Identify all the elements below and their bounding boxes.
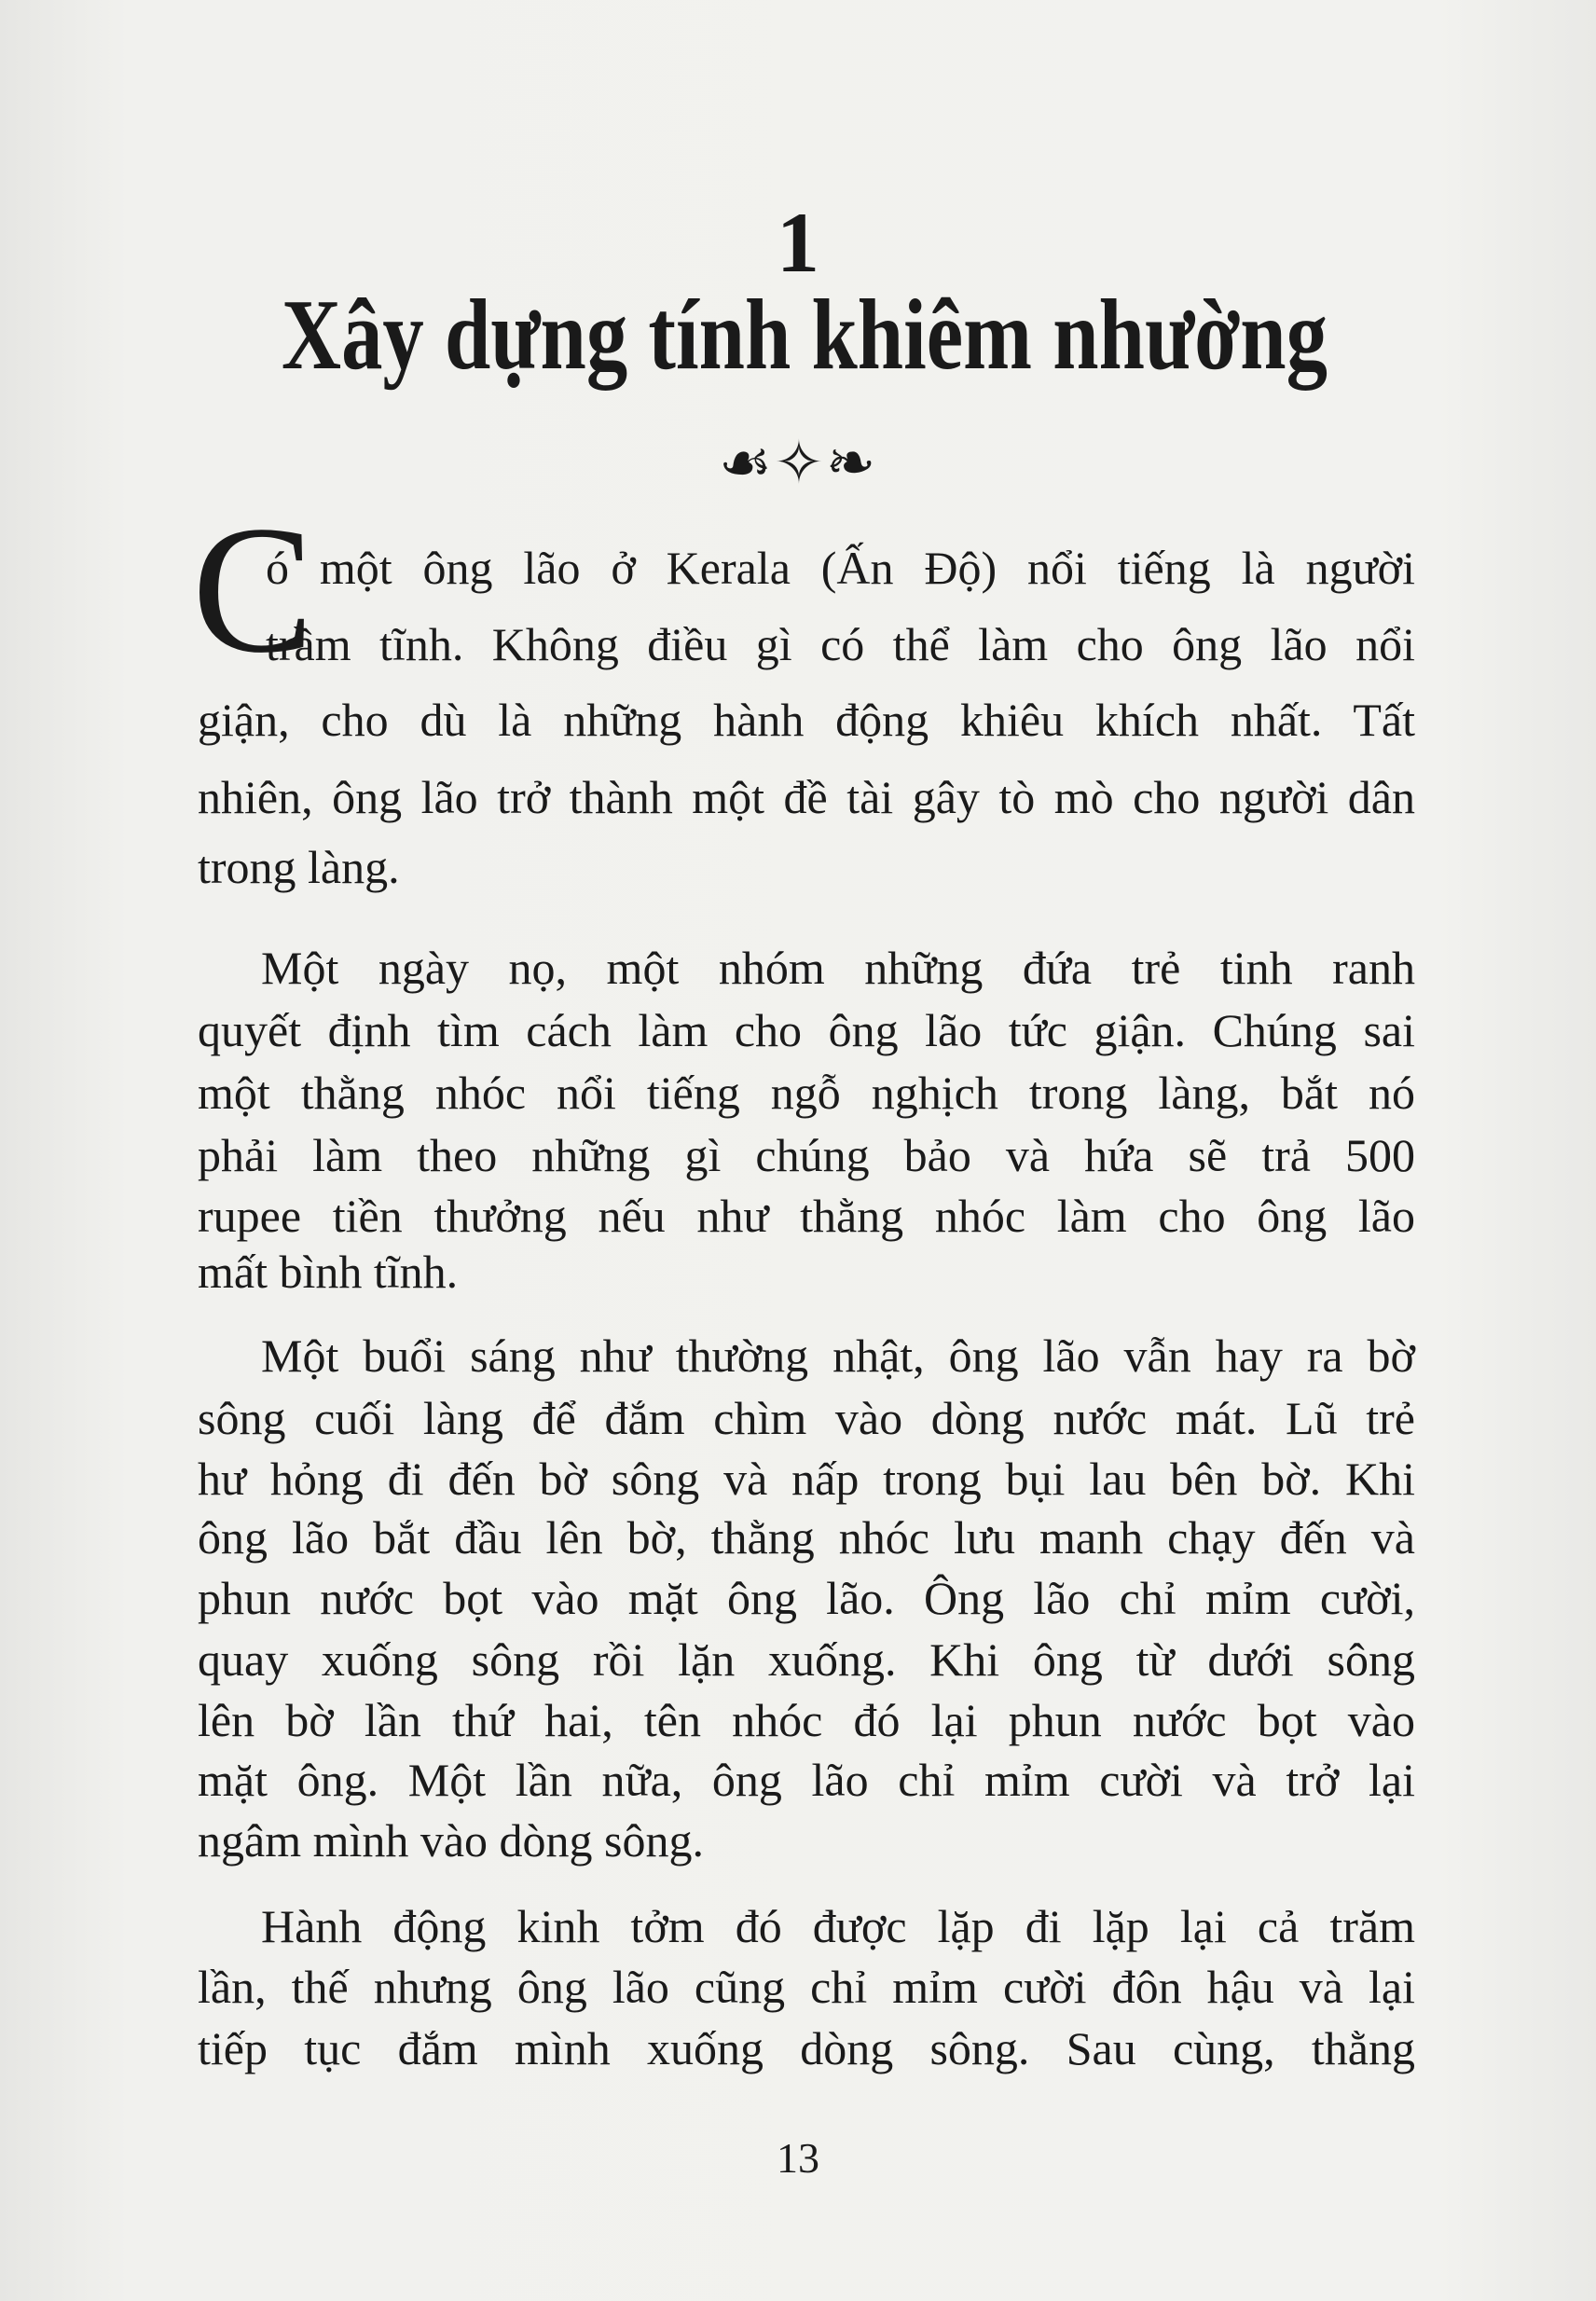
text-line	[198, 1002, 1415, 1058]
text-line	[198, 1692, 1415, 1748]
text-line	[266, 616, 1415, 672]
text-line	[198, 2020, 1415, 2076]
text-line	[198, 1752, 1415, 1808]
text-line-content: phải làm theo những gì chúng bảo và hứa sẽ trả 500	[198, 1129, 1415, 1181]
text-line	[198, 1065, 1415, 1121]
text-line	[198, 1959, 1415, 2015]
text-line-content: lên bờ lần thứ hai, tên nhóc đó lại phun nước bọt vào	[198, 1694, 1415, 1746]
text-line-content: quyết định tìm cách làm cho ông lão tức giận. Chúng sai	[198, 1004, 1415, 1056]
text-line-content: sông cuối làng để đắm chìm vào dòng nước mát. Lũ trẻ	[198, 1392, 1415, 1444]
text-line-content: phun nước bọt vào mặt ông lão. Ông lão chỉ mỉm cười,	[198, 1572, 1415, 1624]
chapter-title-text: Xây dựng tính khiêm nhường	[282, 280, 1328, 391]
text-line	[198, 839, 1415, 895]
text-line-content: mặt ông. Một lần nữa, ông lão chỉ mỉm cười và trở lại	[198, 1754, 1415, 1806]
text-line-content: quay xuống sông rồi lặn xuống. Khi ông từ dưới sông	[198, 1633, 1415, 1686]
text-line-content: ó một ông lão ở Kerala (Ấn Độ) nổi tiếng là người	[266, 542, 1415, 594]
text-line-content: mất bình tĩnh.	[198, 1246, 459, 1298]
text-line-content: lần, thế nhưng ông lão cũng chỉ mỉm cười đôn hậu và lại	[198, 1961, 1415, 2013]
text-line-content: ông lão bắt đầu lên bờ, thằng nhóc lưu manh chạy đến và	[198, 1511, 1415, 1564]
text-line-content: nhiên, ông lão trở thành một đề tài gây tò mò cho người dân	[198, 771, 1415, 823]
chapter-title	[282, 280, 1328, 391]
text-line-content: trầm tĩnh. Không điều gì có thể làm cho ông lão nổi	[266, 618, 1415, 670]
text-line-content: tiếp tục đắm mình xuống dòng sông. Sau cùng, thằng	[198, 2022, 1415, 2074]
text-line	[198, 692, 1415, 748]
text-line	[261, 1328, 1415, 1384]
text-line	[198, 1509, 1415, 1565]
text-line	[198, 1188, 1415, 1244]
text-line-content: ngâm mình vào dòng sông.	[198, 1814, 705, 1867]
chapter-number: 1	[777, 195, 819, 290]
page-number: 13	[777, 2134, 819, 2182]
text-line	[198, 1127, 1415, 1183]
text-line	[261, 940, 1415, 996]
text-line-content: giận, cho dù là những hành động khiêu khích nhất. Tất	[198, 694, 1415, 746]
text-line	[266, 540, 1415, 596]
text-line	[198, 1451, 1415, 1507]
drop-cap: C	[192, 489, 314, 691]
text-line	[198, 1632, 1415, 1688]
text-line-content: Một buổi sáng như thường nhật, ông lão vẫn hay ra bờ	[261, 1330, 1415, 1382]
text-line	[261, 1898, 1415, 1954]
text-line	[198, 769, 1415, 825]
text-line	[198, 1570, 1415, 1626]
ornament-divider-icon: ☙✧❧	[718, 430, 878, 496]
text-line	[198, 1390, 1415, 1446]
text-line-content: Hành động kinh tởm đó được lặp đi lặp lại cả trăm	[261, 1900, 1415, 1952]
text-line-content: rupee tiền thưởng nếu như thằng nhóc làm cho ông lão	[198, 1190, 1415, 1242]
text-line-content: Một ngày nọ, một nhóm những đứa trẻ tinh ranh	[261, 942, 1415, 994]
text-line-content: hư hỏng đi đến bờ sông và nấp trong bụi lau bên bờ. Khi	[198, 1453, 1415, 1505]
text-line	[198, 1812, 1415, 1868]
text-line-content: một thằng nhóc nổi tiếng ngỗ nghịch trong làng, bắt nó	[198, 1067, 1415, 1119]
text-line-content: trong làng.	[198, 841, 400, 893]
text-line	[198, 1244, 1415, 1300]
